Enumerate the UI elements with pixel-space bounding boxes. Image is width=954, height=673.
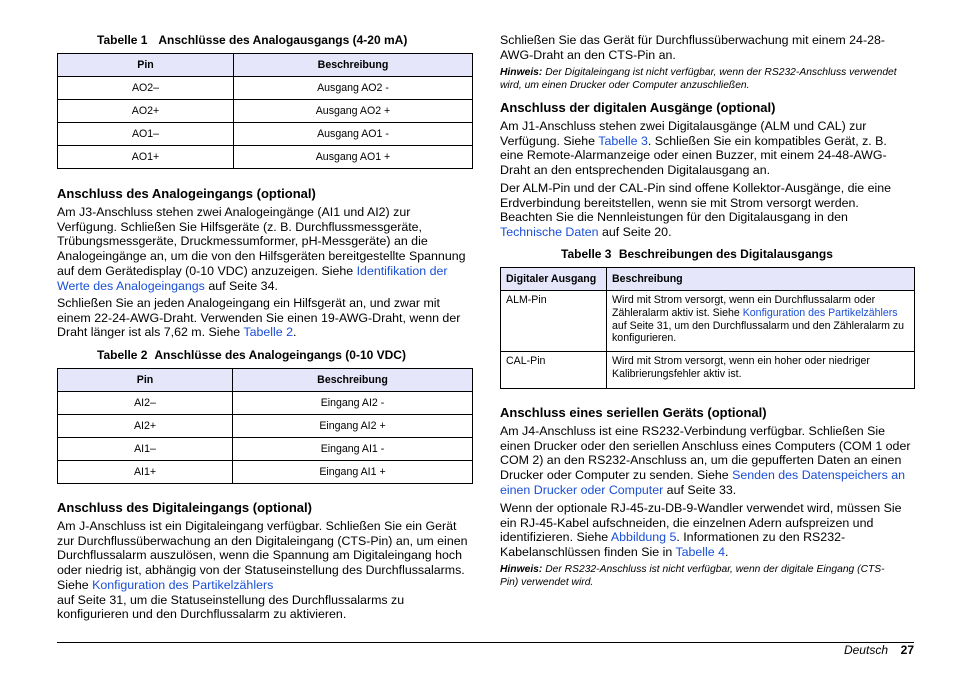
cell-text: Wird mit Strom versorgt, wenn ein Durchflussalarm oder Zähleralarm aktiv ist. Siehe (612, 294, 876, 319)
note-label: Hinweis: (500, 564, 543, 575)
digital-input-heading: Anschluss des Digitaleingangs (optional) (57, 500, 312, 515)
table1-caption (97, 33, 407, 47)
table-cell-pin: AO2+ (58, 100, 234, 123)
table-cell-desc: Ausgang AO2 + (234, 100, 473, 123)
table-cell-desc: Eingang AI2 + (233, 415, 473, 438)
paragraph-text: . (725, 545, 729, 560)
table-row (58, 415, 473, 438)
table-cell-desc: Ausgang AO1 + (234, 146, 473, 169)
table-cell-pin: ALM-Pin (501, 291, 607, 352)
link-identifikation-analogeingang[interactable]: Identifikation der Werte des Analogeingangs (57, 263, 448, 293)
link-konfiguration-partikelzaehler-table[interactable]: Konfiguration des Partikelzählers (742, 306, 898, 319)
analog-input-paragraph-2 (57, 296, 469, 340)
table-row (501, 291, 915, 352)
table-header-beschreibung: Beschreibung (607, 268, 915, 291)
table-header-row (58, 54, 473, 77)
paragraph-text: Der ALM-Pin und der CAL-Pin sind offene Kollektor-Ausgänge, die eine Erdverbindung bereitstellen, wenn sie mit Strom versorgt werden. Beachten Sie die Nennleistungen für den Digitalausgang in den (500, 181, 891, 225)
note-text: Der RS232-Anschluss ist nicht verfügbar, wenn der digitale Eingang (CTS-Pin) verwendet wird. (500, 564, 885, 588)
table-cell-pin: AI1+ (58, 461, 233, 484)
link-tabelle-3[interactable]: Tabelle 3 (598, 133, 648, 148)
table-header-beschreibung: Beschreibung (233, 369, 473, 392)
table-cell-pin: AI1– (58, 438, 233, 461)
table3-caption (561, 247, 833, 261)
table1-title: Anschlüsse des Analogausgangs (4-20 mA) (158, 33, 408, 47)
table-cell-desc: Eingang AI1 + (233, 461, 473, 484)
table3-title: Beschreibungen des Digitalausgangs (618, 247, 833, 261)
cell-text: auf Seite 31, um den Durchflussalarm und den Zähleralarm zu konfigurieren. (612, 319, 905, 345)
table2 (57, 368, 473, 484)
paragraph-text: . Informationen zu den RS232-Kabelanschlüssen finden Sie in (500, 530, 846, 560)
table-cell-pin: AI2– (58, 392, 233, 415)
digital-output-heading: Anschluss der digitalen Ausgänge (optional) (500, 100, 776, 115)
note-text: Der Digitaleingang ist nicht verfügbar, wenn der RS232-Anschluss verwendet wird, um einen Drucker oder Computer anzuschließen. (500, 67, 897, 91)
table-cell-desc (607, 291, 915, 352)
footer-divider (57, 642, 914, 643)
footer-language: Deutsch (843, 643, 888, 657)
paragraph-text: Am J4-Anschluss ist eine RS232-Verbindung verfügbar. Schließen Sie einen Drucker oder den seriellen Anschluss eines Computers (COM 1 oder COM 2) an den RS232-Anschluss an, um die gepufferten Daten an einen Drucker oder Computer zu senden. Siehe (500, 424, 911, 483)
serial-note (500, 564, 900, 589)
digital-output-paragraph-2 (500, 181, 910, 240)
link-konfiguration-partikelzaehler[interactable]: Konfiguration des Partikelzählers (92, 577, 274, 592)
link-tabelle-4[interactable]: Tabelle 4 (675, 545, 726, 560)
paragraph-text: auf Seite 20. (598, 225, 672, 240)
paragraph-text: Wenn der optionale RJ-45-zu-DB-9-Wandler verwendet wird, müssen Sie ein RJ-45-Kabel aufschneiden, die einzelnen Adern aufspreizen und identifizieren. Siehe (500, 501, 902, 545)
table1-number: Tabelle 1 (97, 33, 148, 47)
table-cell-desc: Wird mit Strom versorgt, wenn ein hoher oder niedriger Kalibrierungsfehler aktiv ist. (607, 352, 915, 389)
table-header-pin: Pin (58, 54, 234, 77)
table3-number: Tabelle 3 (561, 247, 612, 261)
paragraph-text: auf Seite 34. (204, 278, 278, 293)
table-row (501, 352, 915, 389)
link-technische-daten[interactable]: Technische Daten (500, 225, 599, 240)
link-senden-datenspeicher[interactable]: Senden des Datenspeichers an einen Drucker oder Computer (500, 468, 906, 497)
footer-page-number: 27 (900, 643, 914, 657)
digital-output-paragraph-1 (500, 119, 910, 178)
paragraph-text: Am J1-Anschluss stehen zwei Digitalausgänge (ALM und CAL) zur Verfügung. Siehe (500, 119, 867, 148)
note-label: Hinweis: (500, 67, 543, 78)
serial-paragraph-1 (500, 424, 912, 498)
digital-input-note (500, 67, 900, 92)
table3 (500, 267, 915, 389)
link-tabelle-2[interactable]: Tabelle 2 (243, 325, 294, 340)
paragraph-text: auf Seite 31, um die Statuseinstellung des Durchflussalarms zu konfigurieren und den Durchflussalarm zu aktivieren. (57, 592, 405, 622)
digital-input-paragraph-1 (57, 519, 469, 622)
table-row (58, 123, 473, 146)
table-cell-pin: AO1– (58, 123, 234, 146)
table2-caption (97, 348, 406, 362)
digital-input-paragraph-2: Schließen Sie das Gerät für Durchflussüberwachung mit einem 24-28-AWG-Draht an den CTS-Pin an. (500, 33, 885, 62)
paragraph-text: Schließen Sie an jeden Analogeingang ein Hilfsgerät an, und zwar mit einem 22-24-AWG-Draht. Verwenden Sie einen 19-AWG-Draht, wenn der Draht länger ist als 7,62 m. Siehe (57, 296, 461, 340)
serial-paragraph-2 (500, 501, 912, 560)
table-row (58, 438, 473, 461)
analog-input-paragraph-1 (57, 205, 469, 293)
table-cell-desc: Ausgang AO2 - (234, 77, 473, 100)
table1 (57, 53, 473, 169)
table-cell-desc: Eingang AI2 - (233, 392, 473, 415)
table-header-pin: Pin (58, 369, 233, 392)
table-header-digitaler-ausgang: Digitaler Ausgang (501, 268, 607, 291)
paragraph-text: . Schließen Sie ein kompatibles Gerät, z. B. eine Remote-Alarmanzeige oder einen Buzzer, mit einem 24-48-AWG-Draht an den entsprechenden Digitalausgang an. (500, 133, 887, 178)
serial-heading: Anschluss eines seriellen Geräts (optional) (500, 405, 767, 420)
table-header-beschreibung: Beschreibung (234, 54, 473, 77)
table-header-row (501, 268, 915, 291)
table-row (58, 77, 473, 100)
table2-title: Anschlüsse des Analogeingangs (0-10 VDC) (154, 348, 406, 362)
table-cell-desc: Eingang AI1 - (233, 438, 473, 461)
table-header-row (58, 369, 473, 392)
table-cell-pin: CAL-Pin (501, 352, 607, 389)
paragraph-text: Am J-Anschluss ist ein Digitaleingang verfügbar. Schließen Sie ein Gerät zur Durchflussüberwachung an den Digitaleingang (CTS-Pin) an, um einen Durchflussalarm auszulösen, wenn die Spannung am Digitaleingang hoch oder niedrig ist, abhängig von der Statuseinstellung des Durchflussalarms. Siehe (57, 519, 468, 592)
paragraph-text: auf Seite 33. (663, 482, 737, 497)
table-cell-pin: AO2– (58, 77, 234, 100)
table-cell-desc: Ausgang AO1 - (234, 123, 473, 146)
table-row (58, 392, 473, 415)
table-row (58, 100, 473, 123)
link-abbildung-5[interactable]: Abbildung 5 (610, 530, 677, 545)
analog-input-heading: Anschluss des Analogeingangs (optional) (57, 186, 316, 201)
table2-number: Tabelle 2 (97, 348, 148, 362)
paragraph-text: . (293, 325, 297, 340)
table-row (58, 146, 473, 169)
table-row (58, 461, 473, 484)
table-cell-pin: AI2+ (58, 415, 233, 438)
paragraph-text: Am J3-Anschluss stehen zwei Analogeingänge (AI1 und AI2) zur Verfügung. Schließen Sie Hilfsgeräte (z. B. Durchflussmessgeräte, Trübungsmessgeräte, Druckmessumformer, pH-Messgeräte) an die Analogeingänge an, um die von den Hilfsgeräten bereitgestellte Spannung auf dem Gerätedisplay (0-10 VDC) anzuzeigen. Siehe (57, 205, 466, 278)
table-cell-pin: AO1+ (58, 146, 234, 169)
